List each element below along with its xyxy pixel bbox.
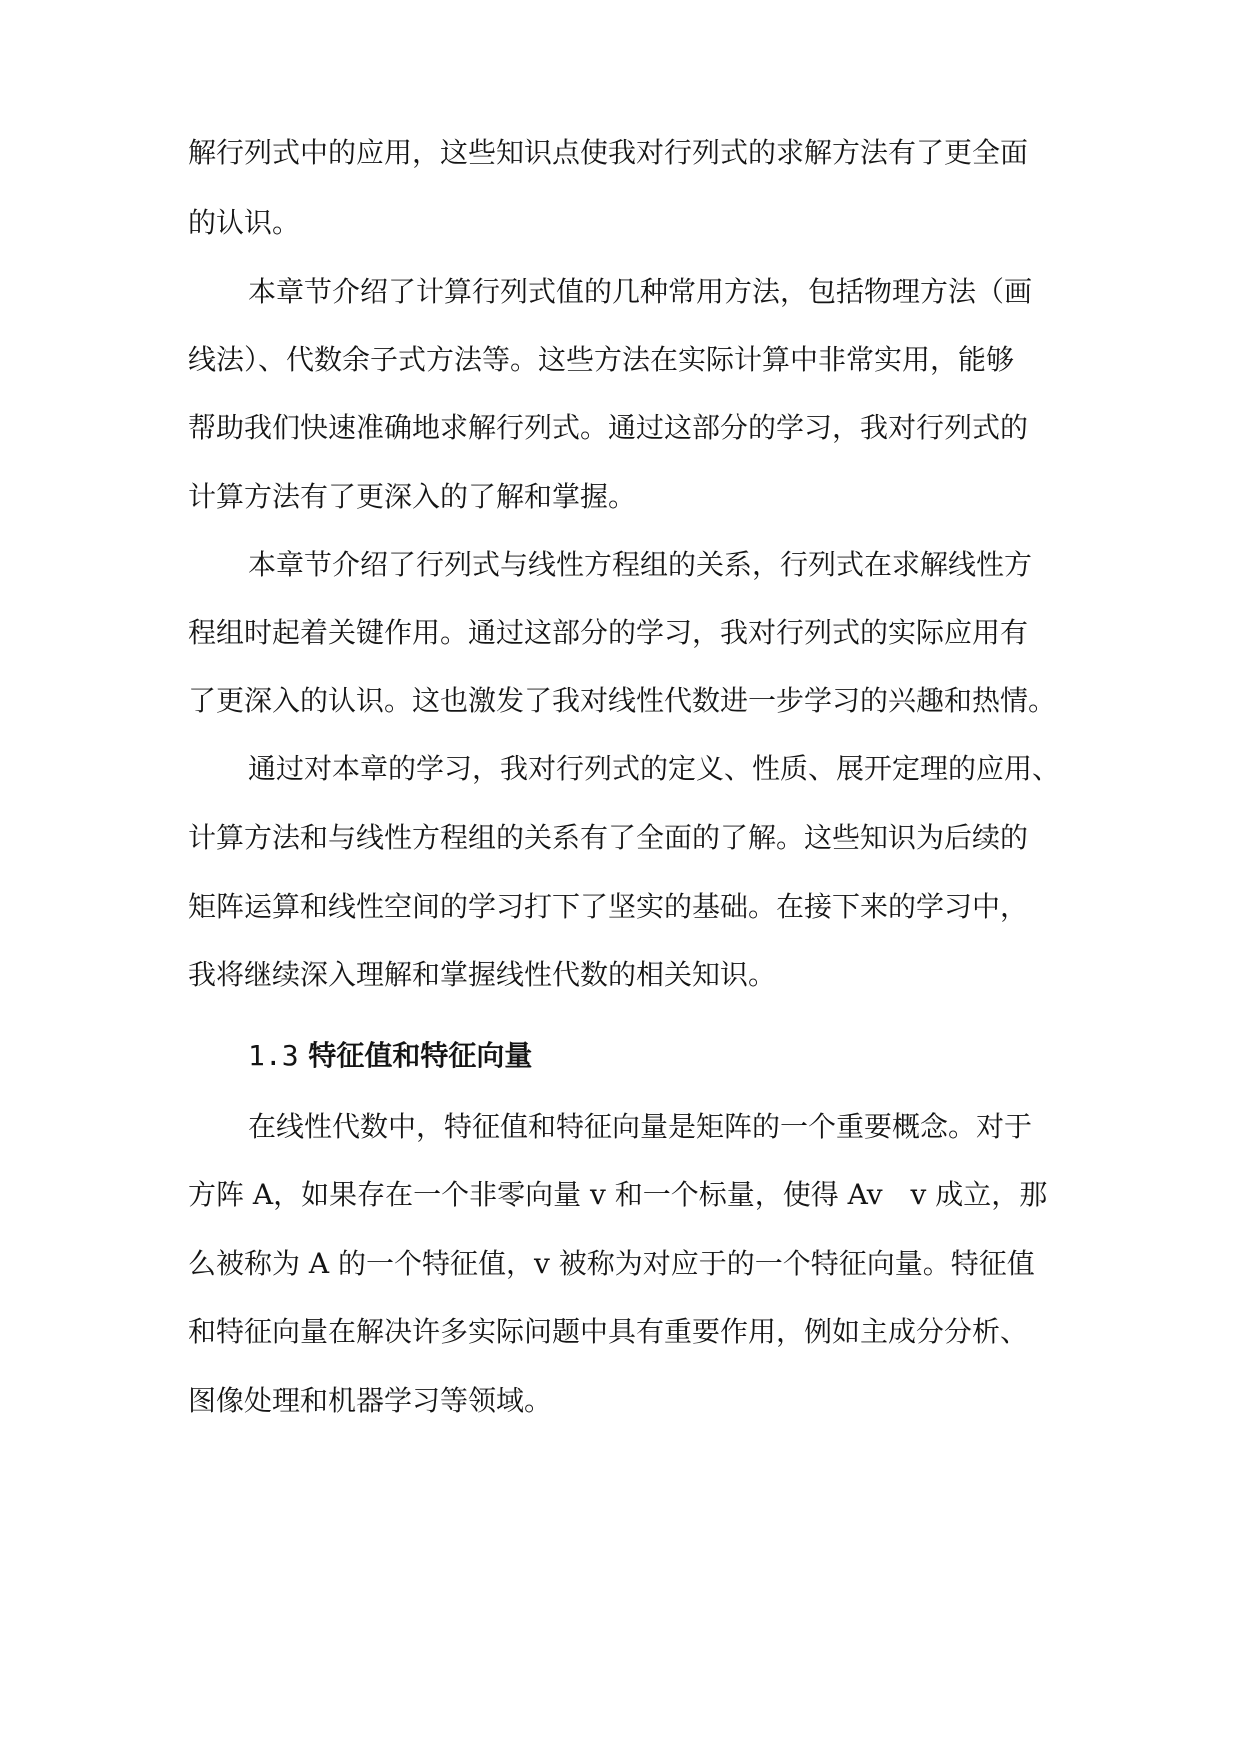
section-paragraph-line-1: 在线性代数中，特征值和特征向量是矩阵的一个重要概念。对于 <box>248 1110 1033 1143</box>
paragraph-4-line-1: 通过对本章的学习，我对行列式的定义、性质、展开定理的应用、 <box>248 752 1061 785</box>
section-title: 特征值和特征向量 <box>308 1039 533 1072</box>
section-heading <box>248 1036 532 1076</box>
paragraph-3-line-3: 了更深入的认识。这也激发了我对线性代数进一步学习的兴趣和热情。 <box>188 684 1057 717</box>
paragraph-3-line-1: 本章节介绍了行列式与线性方程组的关系，行列式在求解线性方 <box>248 548 1033 581</box>
paragraph-2-line-3: 帮助我们快速准确地求解行列式。通过这部分的学习，我对行列式的 <box>188 411 1029 444</box>
paragraph-2-line-1: 本章节介绍了计算行列式值的几种常用方法，包括物理方法（画 <box>248 275 1033 308</box>
section-paragraph-line-5: 图像处理和机器学习等领域。 <box>188 1384 553 1417</box>
section-paragraph-line-3: 么被称为 A 的一个特征值，v 被称为对应于的一个特征向量。特征值 <box>188 1247 1035 1280</box>
paragraph-1-line-2: 的认识。 <box>188 206 301 239</box>
paragraph-4-line-4: 我将继续深入理解和掌握线性代数的相关知识。 <box>188 958 777 991</box>
section-number: 1.3 <box>248 1039 299 1072</box>
paragraph-4-line-2: 计算方法和与线性方程组的关系有了全面的了解。这些知识为后续的 <box>188 821 1029 854</box>
section-paragraph-line-4: 和特征向量在解决许多实际问题中具有重要作用，例如主成分分析、 <box>188 1315 1029 1348</box>
paragraph-2-line-4: 计算方法有了更深入的了解和掌握。 <box>188 480 637 513</box>
section-paragraph-line-2: 方阵 A，如果存在一个非零向量 v 和一个标量，使得 Av v 成立，那 <box>188 1178 1048 1211</box>
paragraph-3-line-2: 程组时起着关键作用。通过这部分的学习，我对行列式的实际应用有 <box>188 616 1029 649</box>
paragraph-1-line-1: 解行列式中的应用，这些知识点使我对行列式的求解方法有了更全面 <box>188 136 1029 169</box>
paragraph-2-line-2: 线法）、代数余子式方法等。这些方法在实际计算中非常实用，能够 <box>188 343 1015 376</box>
paragraph-4-line-3: 矩阵运算和线性空间的学习打下了坚实的基础。在接下来的学习中， <box>188 890 1029 923</box>
